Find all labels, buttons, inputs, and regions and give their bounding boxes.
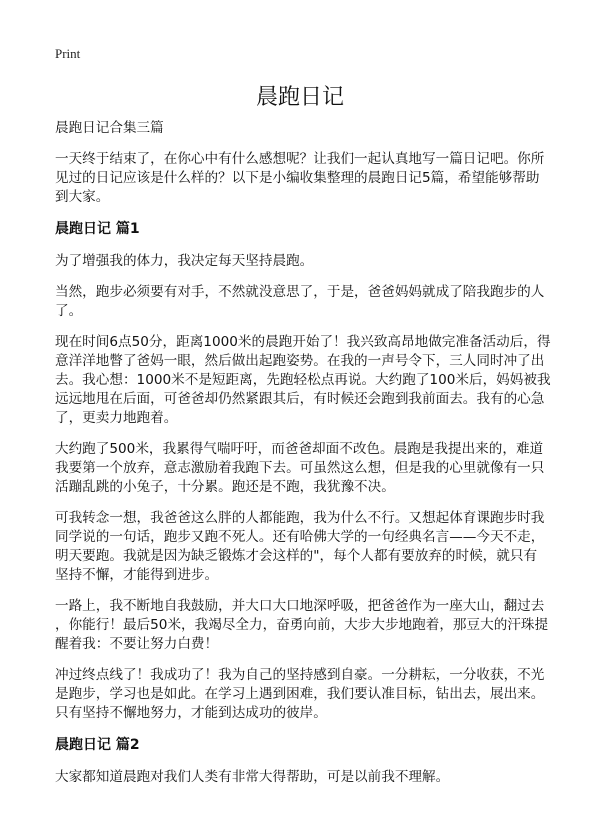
paragraph <box>55 333 555 428</box>
text-line: 晨跑日记合集三篇 <box>55 120 164 136</box>
text-line: 坚持不懈，才能得到进步。 <box>55 567 219 583</box>
paragraph <box>55 597 555 654</box>
paragraph <box>55 768 555 787</box>
text-line: ，你能行！最后50米，我竭尽全力，奋勇向前，大步大步地跑着，那豆大的汗珠提 <box>55 617 549 633</box>
text-line: 了。 <box>55 303 83 319</box>
document-body <box>55 119 555 799</box>
text-line: 意洋洋地瞥了爸妈一眼，然后做出起跑姿势。在我的一声号令下，三人同时冲了出 <box>55 353 545 369</box>
paragraph <box>55 252 555 271</box>
text-line: 见过的日记应该是什么样的？以下是小编收集整理的晨跑日记5篇，希望能够帮助 <box>55 170 540 186</box>
text-line: 晨跑日记 篇2 <box>55 737 140 753</box>
paragraph <box>55 666 555 723</box>
section-heading <box>55 735 555 755</box>
text-line: 晨跑日记 篇1 <box>55 221 140 237</box>
text-line: 是跑步，学习也是如此。在学习上遇到困难，我们要认准目标，钻出去，展出来。 <box>55 686 545 702</box>
text-line: 一天终于结束了，在你心中有什么感想呢？让我们一起认真地写一篇日记吧。你所 <box>55 151 545 167</box>
text-line: 远远地甩在后面，可爸爸却仍然紧跟其后，有时候还会跑到我前面去。我有的心急 <box>55 391 545 407</box>
text-line: 冲过终点线了！我成功了！我为自己的坚持感到自豪。一分耕耘，一分收获，不光 <box>55 667 545 683</box>
section-heading <box>55 219 555 239</box>
text-line: 只有坚持不懈地努力，才能到达成功的彼岸。 <box>55 705 327 721</box>
text-line: 可我转念一想，我爸爸这么胖的人都能跑，我为什么不行。又想起体育课跑步时我 <box>55 510 545 526</box>
text-line: 我要第一个放弃，意志激励着我跑下去。可虽然这么想，但是我的心里就像有一只 <box>55 460 545 476</box>
text-line: 去。我心想：1000米不是短距离，先跑轻松点再说。大约跑了100米后，妈妈被我 <box>55 372 551 388</box>
text-line: 大家都知道晨跑对我们人类有非常大得帮助，可是以前我不理解。 <box>55 769 450 785</box>
print-link[interactable]: Print <box>55 46 81 61</box>
paragraph <box>55 283 555 321</box>
paragraph <box>55 119 555 138</box>
paragraph <box>55 440 555 497</box>
text-line: 了，更卖力地跑着。 <box>55 410 178 426</box>
text-line: 到大家。 <box>55 189 110 205</box>
text-line: 大约跑了500米，我累得气喘吁吁，而爸爸却面不改色。晨跑是我提出来的，难道 <box>55 441 544 457</box>
text-line: 一路上，我不断地自我鼓励，并大口大口地深呼吸，把爸爸作为一座大山，翻过去 <box>55 598 545 614</box>
text-line: 同学说的一句话，跑步又跑不死人。还有哈佛大学的一句经典名言——今天不走， <box>55 529 545 545</box>
text-line: 现在时间6点50分，距离1000米的晨跑开始了！我兴致高昂地做完准备活动后，得 <box>55 334 551 350</box>
text-line: 为了增强我的体力，我决定每天坚持晨跑。 <box>55 253 314 269</box>
paragraph <box>55 509 555 585</box>
paragraph <box>55 150 555 207</box>
text-line: 活蹦乱跳的小兔子，十分累。跑还是不跑，我犹豫不决。 <box>55 479 395 495</box>
text-line: 醒着我：不要让努力白费！ <box>55 636 219 652</box>
text-line: 当然，跑步必须要有对手，不然就没意思了，于是，爸爸妈妈就成了陪我跑步的人 <box>55 284 545 300</box>
page-title: 晨跑日记 <box>255 85 344 110</box>
text-line: 明天要跑。我就是因为缺乏锻炼才会这样的"，每个人都有要放弃的时候，就只有 <box>55 548 538 564</box>
